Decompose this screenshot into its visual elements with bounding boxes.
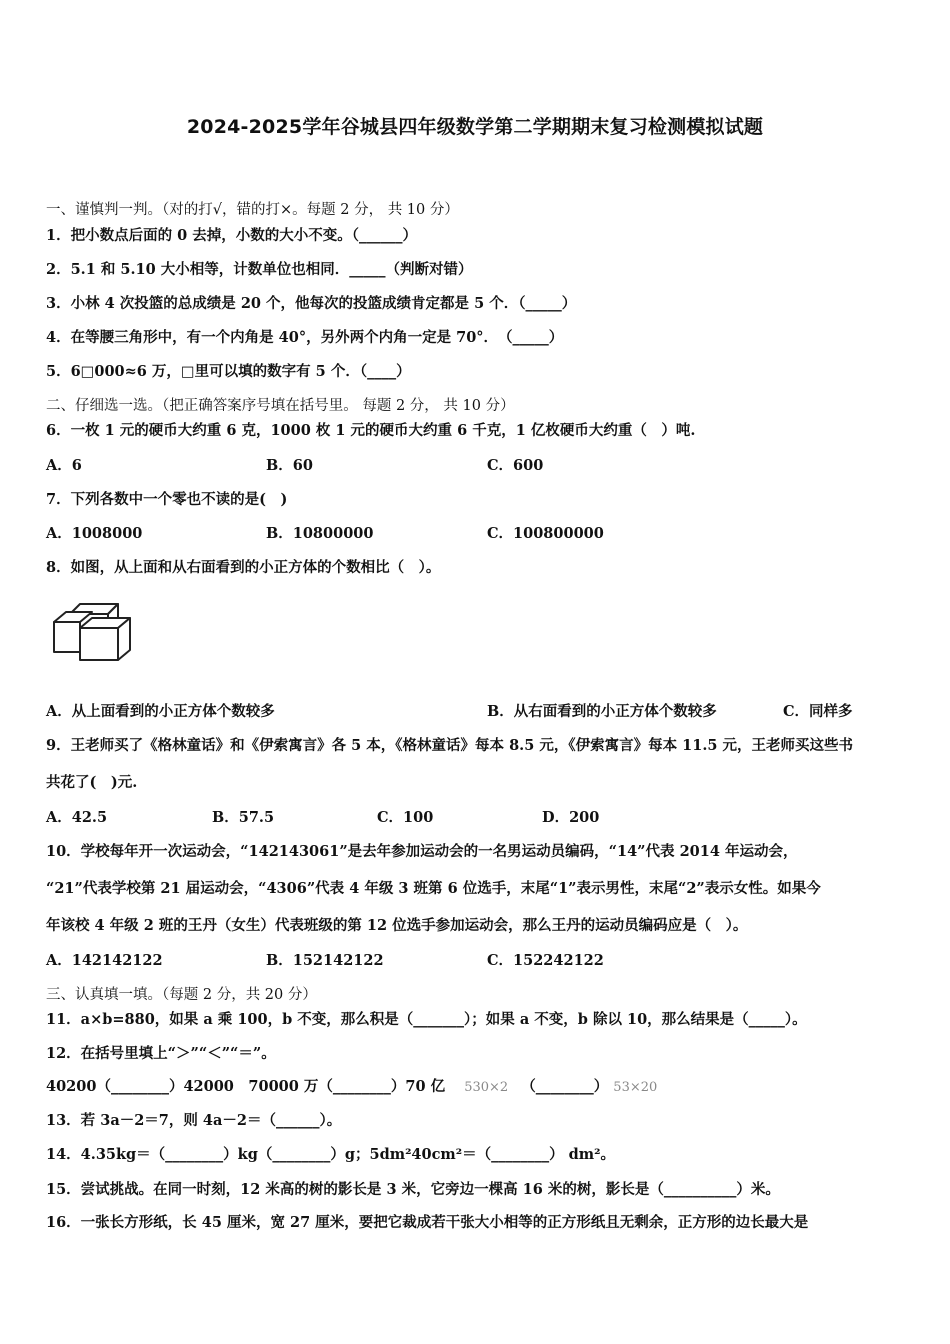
q10-option-b: B．152142122 [266, 952, 384, 969]
q12-comparison-1-2: 40200（________）42000 70000 万（________）70 亿 [46, 1078, 446, 1095]
q9-option-d: D．200 [542, 809, 600, 826]
q6-option-c: C．600 [487, 457, 544, 474]
question-6: 6．一枚 1 元的硬币大约重 6 克，1000 枚 1 元的硬币大约重 6 千克，1 亿枚硬币大约重（ ）吨. [46, 422, 696, 439]
question-9-line-2: 共花了( )元. [46, 774, 138, 791]
q8-option-a: A．从上面看到的小正方体个数较多 [46, 703, 275, 720]
question-10-line-3: 年该校 4 年级 2 班的王丹（女生）代表班级的第 12 位选手参加运动会，那么王丹的运动员编码应是（ ）。 [46, 917, 748, 934]
q9-option-a: A．42.5 [46, 809, 108, 826]
question-12-items [46, 1077, 657, 1098]
q12-expression-left: 530×2 [464, 1080, 509, 1095]
question-7: 7．下列各数中一个零也不读的是( ) [46, 491, 288, 508]
page-title: 2024-2025学年谷城县四年级数学第二学期期末复习检测模拟试题 [186, 116, 764, 138]
q8-option-b: B．从右面看到的小正方体个数较多 [487, 703, 717, 720]
question-9-line-1: 9．王老师买了《格林童话》和《伊索寓言》各 5 本，《格林童话》每本 8.5 元，《伊索寓言》每本 11.5 元，王老师买这些书 [46, 737, 854, 754]
question-16: 16．一张长方形纸，长 45 厘米，宽 27 厘米，要把它裁成若干张大小相等的正方形纸且无剩余，正方形的边长最大是 [46, 1214, 809, 1231]
question-13: 13．若 3a－2＝7，则 4a－2＝（______）。 [46, 1112, 342, 1129]
q7-option-b: B．10800000 [266, 525, 374, 542]
q7-option-c: C．100800000 [487, 525, 604, 542]
q10-option-c: C．152242122 [487, 952, 604, 969]
q12-expression-right: 53×20 [613, 1080, 658, 1095]
q9-option-c: C．100 [377, 809, 434, 826]
question-4: 4．在等腰三角形中，有一个内角是 40°，另外两个内角一定是 70°． （_____） [46, 329, 564, 346]
question-1: 1．把小数点后面的 0 去掉，小数的大小不变。（______） [46, 227, 418, 244]
question-10-line-2: “21”代表学校第 21 届运动会，“4306”代表 4 年级 3 班第 6 位选手，末尾“1”表示男性，末尾“2”表示女性。如果今 [46, 880, 821, 897]
question-14: 14．4.35kg＝（________）kg（________）g；5dm²40cm²＝（________） dm²。 [46, 1146, 616, 1163]
question-2: 2．5.1 和 5.10 大小相等，计数单位也相同．_____（判断对错） [46, 261, 473, 278]
question-11: 11．a×b=880，如果 a 乘 100，b 不变，那么积是（_______）；如果 a 不变，b 除以 10，那么结果是（_____）。 [46, 1011, 807, 1028]
question-3: 3．小林 4 次投篮的总成绩是 20 个，他每次的投篮成绩肯定都是 5 个．（_____） [46, 295, 577, 312]
q6-option-a: A．6 [46, 457, 82, 474]
question-12: 12．在括号里填上“＞”“＜”“＝”。 [46, 1045, 276, 1062]
cube-stack-figure [50, 596, 136, 668]
section-2-header: 二、仔细选一选。（把正确答案序号填在括号里。 每题 2 分， 共 10 分） [46, 398, 515, 414]
q10-option-a: A．142142122 [46, 952, 163, 969]
section-1-header: 一、谨慎判一判。（对的打√，错的打×。每题 2 分， 共 10 分） [46, 202, 459, 218]
question-15: 15．尝试挑战。在同一时刻，12 米高的树的影长是 3 米，它旁边一棵高 16 米的树，影长是（__________）米。 [46, 1181, 780, 1198]
section-3-header: 三、认真填一填。（每题 2 分，共 20 分） [46, 987, 317, 1003]
q9-option-b: B．57.5 [212, 809, 275, 826]
q12-blank-3: （________） [521, 1078, 609, 1095]
q8-option-c: C．同样多 [783, 703, 853, 720]
question-5: 5．6□000≈6 万，□里可以填的数字有 5 个．（____） [46, 363, 411, 380]
q7-option-a: A．1008000 [46, 525, 143, 542]
question-10-line-1: 10．学校每年开一次运动会，“142143061”是去年参加运动会的一名男运动员编码，“14”代表 2014 年运动会， [46, 843, 798, 860]
q6-option-b: B．60 [266, 457, 313, 474]
question-8: 8．如图，从上面和从右面看到的小正方体的个数相比（ ）。 [46, 559, 441, 576]
